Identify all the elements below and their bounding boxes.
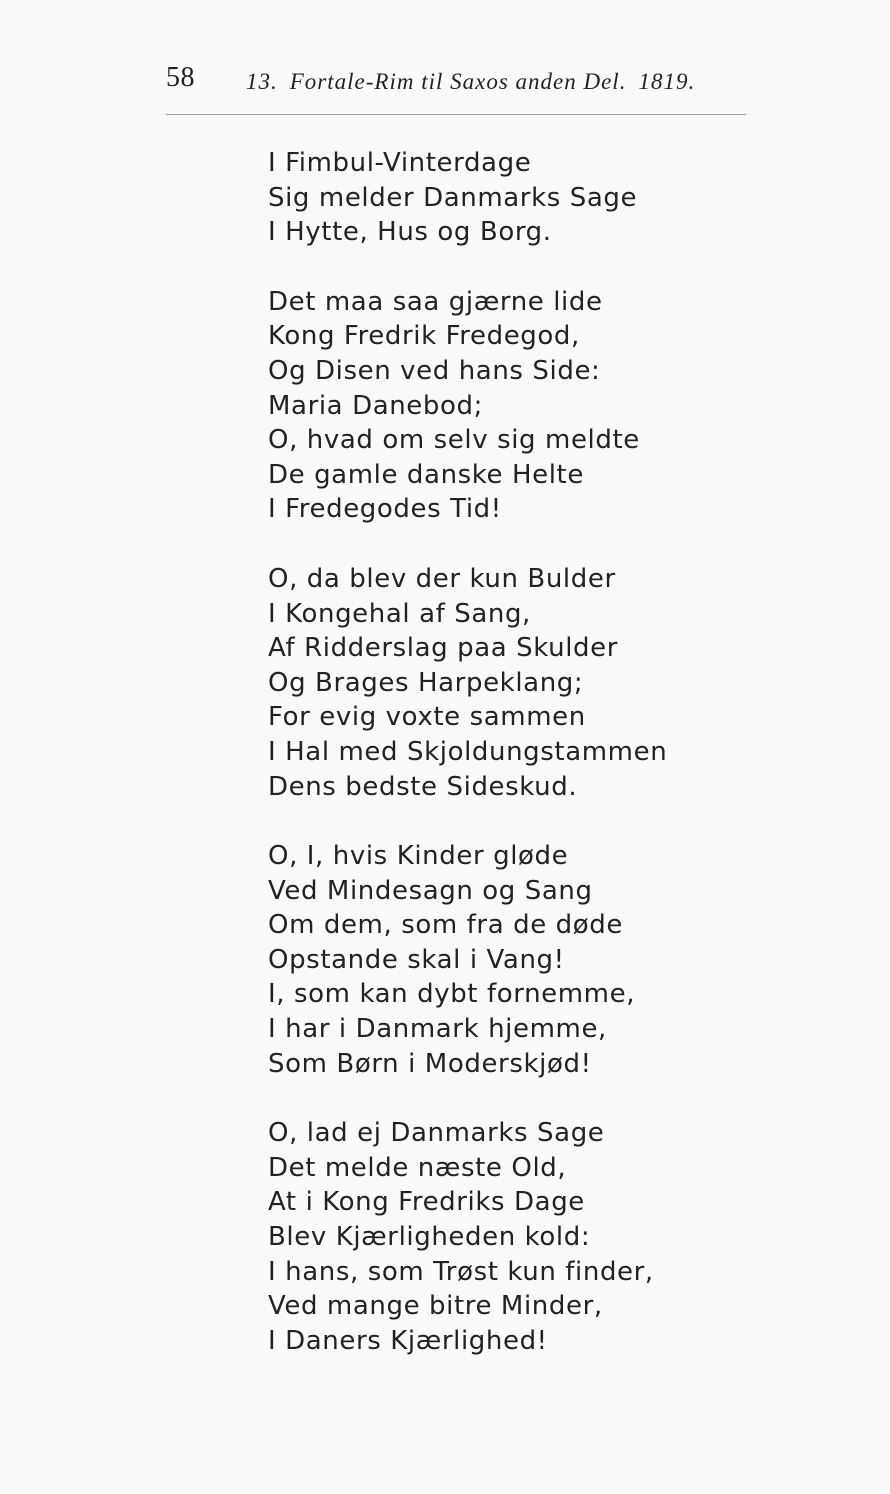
stanza-4 bbox=[268, 839, 828, 1081]
poem-line: Kong Fredrik Fredegod, bbox=[268, 321, 580, 352]
poem-line: I Daners Kjærlighed! bbox=[268, 1325, 548, 1356]
poem bbox=[268, 146, 828, 1393]
poem-line: I, som kan dybt fornemme, bbox=[268, 979, 636, 1010]
poem-line: Det maa saa gjærne lide bbox=[268, 286, 603, 317]
poem-line: Af Ridderslag paa Skulder bbox=[268, 633, 619, 664]
stanza-2 bbox=[268, 285, 828, 527]
running-head bbox=[246, 69, 707, 95]
poem-line: For evig voxte sammen bbox=[268, 702, 586, 733]
stanza-5 bbox=[268, 1116, 828, 1358]
header-rule bbox=[166, 114, 746, 115]
poem-line: Opstande skal i Vang! bbox=[268, 944, 565, 975]
poem-line: I har i Danmark hjemme, bbox=[268, 1014, 607, 1045]
poem-line: I Fimbul-Vinterdage bbox=[268, 148, 532, 178]
poem-line: Ved mange bitre Minder, bbox=[268, 1291, 603, 1322]
poem-line: Og Brages Harpeklang; bbox=[268, 667, 584, 698]
section-number: 13. bbox=[246, 69, 278, 94]
stanza-3 bbox=[268, 562, 828, 804]
poem-line: O, da blev der kun Bulder bbox=[268, 563, 616, 594]
poem-line: I Hal med Skjoldungstammen bbox=[268, 736, 668, 767]
poem-line: I Kongehal af Sang, bbox=[268, 598, 531, 629]
poem-line: Ved Mindesagn og Sang bbox=[268, 875, 593, 906]
poem-line: O, I, hvis Kinder gløde bbox=[268, 841, 569, 872]
poem-line: O, hvad om selv sig meldte bbox=[268, 425, 640, 456]
poem-line: Blev Kjærligheden kold: bbox=[268, 1222, 591, 1253]
page-header bbox=[166, 58, 786, 104]
poem-line: Sig melder Danmarks Sage bbox=[268, 182, 638, 213]
poem-line: Om dem, som fra de døde bbox=[268, 910, 623, 941]
poem-line: Maria Danebod; bbox=[268, 390, 483, 421]
poem-line: Dens bedste Sideskud. bbox=[268, 771, 578, 802]
poem-line: At i Kong Fredriks Dage bbox=[268, 1187, 585, 1218]
page-number: 58 bbox=[166, 62, 195, 93]
poem-line: De gamle danske Helte bbox=[268, 459, 584, 490]
poem-line: I hans, som Trøst kun finder, bbox=[268, 1256, 654, 1287]
running-head-title: Fortale-Rim til Saxos anden Del. bbox=[289, 69, 627, 94]
poem-line: Som Børn i Moderskjød! bbox=[268, 1048, 592, 1079]
poem-line: Det melde næste Old, bbox=[268, 1152, 567, 1183]
stanza-1 bbox=[268, 146, 828, 250]
running-head-year: 1819. bbox=[638, 69, 696, 94]
poem-line: I Hytte, Hus og Borg. bbox=[268, 217, 552, 248]
poem-line: I Fredegodes Tid! bbox=[268, 494, 502, 525]
poem-line: Og Disen ved hans Side: bbox=[268, 355, 601, 386]
poem-line: O, lad ej Danmarks Sage bbox=[268, 1118, 605, 1149]
